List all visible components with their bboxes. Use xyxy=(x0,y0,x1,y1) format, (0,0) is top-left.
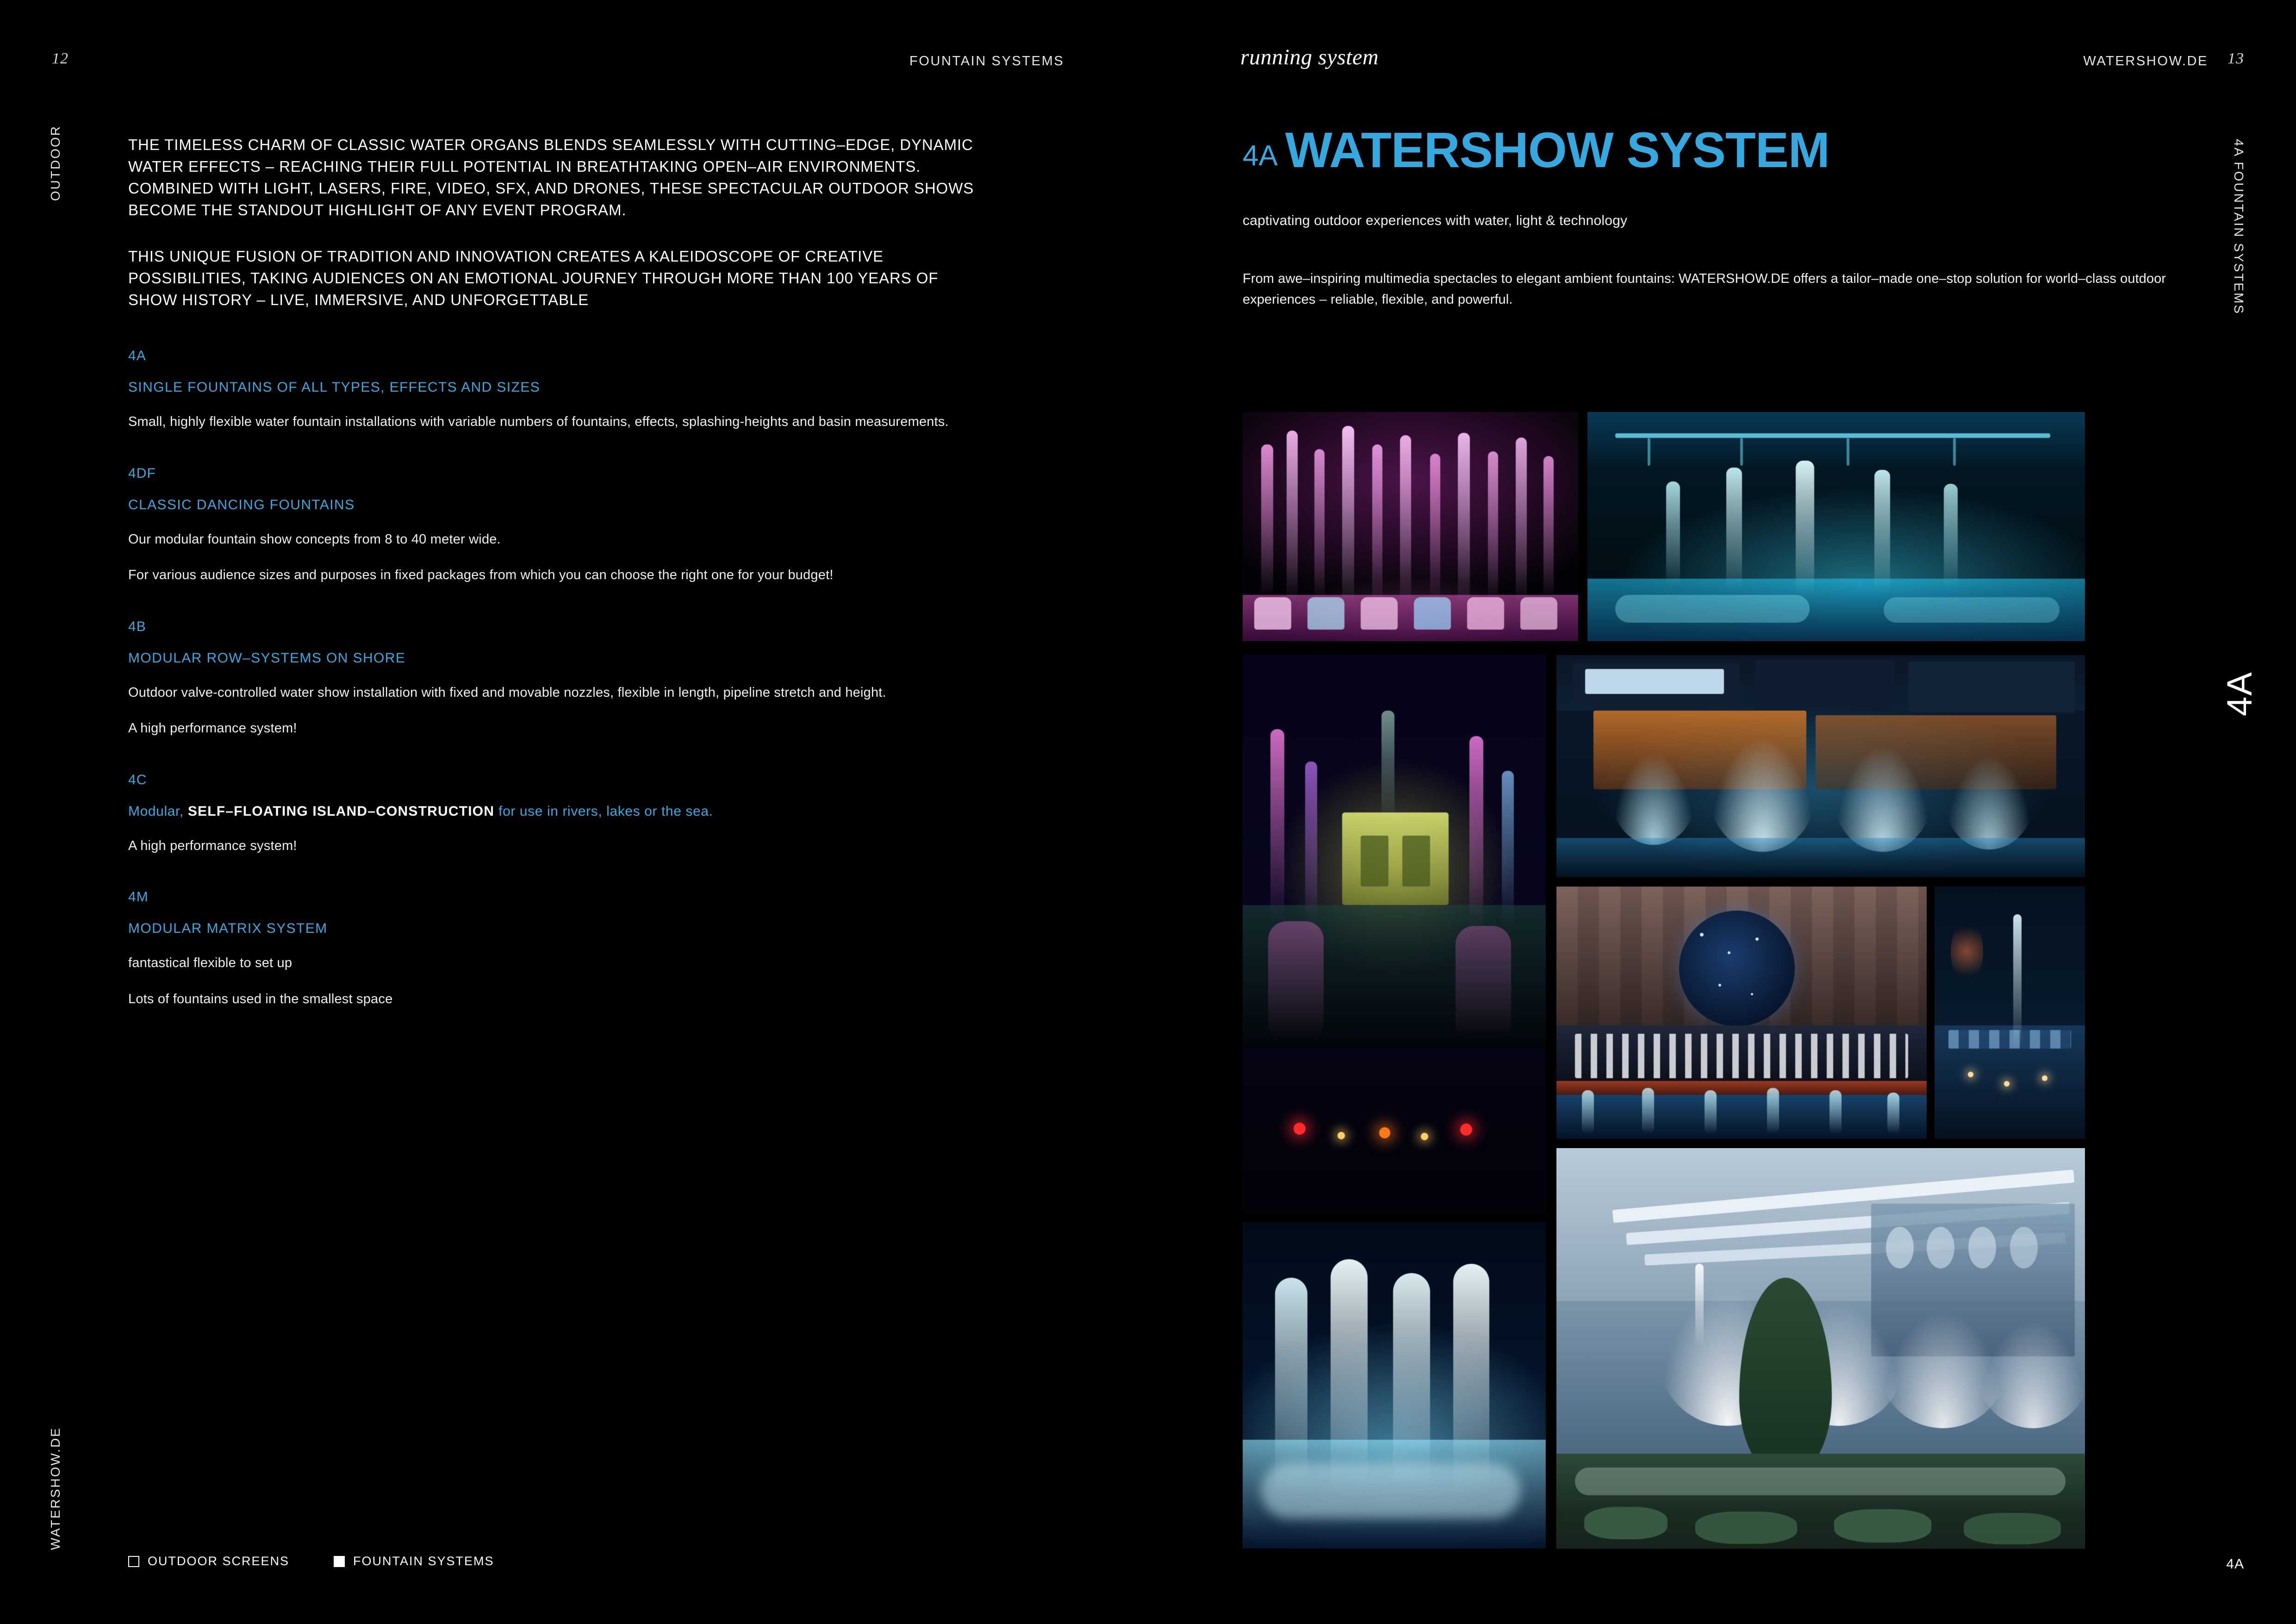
page-title: WATERSHOW SYSTEM xyxy=(1285,122,1829,178)
photo-garden-pavilion-jets xyxy=(1243,655,1546,1213)
section-code-4b: 4B xyxy=(128,618,146,634)
checkbox-outline-icon xyxy=(128,1556,139,1567)
section-heading-4a: SINGLE FOUNTAINS OF ALL TYPES, EFFECTS AND SIZES xyxy=(128,380,541,395)
running-head-left: FOUNTAIN SYSTEMS xyxy=(909,54,1064,69)
section-body-4df-1: Our modular fountain show concepts from 8 to 40 meter wide. xyxy=(128,531,501,547)
photo-gallery xyxy=(1243,412,2175,1549)
page-title-code: 4A xyxy=(1243,140,1278,172)
photo-blue-water-wall xyxy=(1243,1222,1546,1549)
photo-magenta-fountain-row xyxy=(1243,412,1578,641)
section-body-4c-1: A high performance system! xyxy=(128,838,297,853)
photo-castle-stage-choir xyxy=(1556,887,1927,1139)
side-label-outdoor: OUTDOOR xyxy=(48,125,62,201)
section-heading-4b: MODULAR ROW–SYSTEMS ON SHORE xyxy=(128,650,406,666)
footer-tabs xyxy=(128,1554,494,1568)
section-code-4m: 4M xyxy=(128,889,149,905)
section-body-4m-2: Lots of fountains used in the smallest space xyxy=(128,991,393,1006)
section-body-4df-2: For various audience sizes and purposes in fixed packages from which you can choose the right one for your budget! xyxy=(128,568,834,583)
section-code-4df: 4DF xyxy=(128,465,156,481)
section-heading-4m: MODULAR MATRIX SYSTEM xyxy=(128,921,328,937)
folio-left: 12 xyxy=(52,50,68,67)
section-heading-4c-bold: SELF–FLOATING ISLAND–CONSTRUCTION xyxy=(187,803,495,819)
tab-fountain-systems[interactable] xyxy=(334,1554,494,1568)
photo-plaza-arcade-fountains xyxy=(1556,1148,2085,1549)
side-label-fountain-systems: 4A FOUNTAIN SYSTEMS xyxy=(2232,139,2246,315)
photo-castle-tower-jet xyxy=(1935,887,2085,1139)
section-heading-4c xyxy=(128,804,989,819)
section-body-4b-1: Outdoor valve-controlled water show installation with fixed and movable nozzles, flexible in length, pipeline stretch and height. xyxy=(128,685,886,700)
tab-outdoor-screens[interactable] xyxy=(128,1554,289,1568)
running-head-center: running system xyxy=(1240,45,1379,69)
section-heading-4df: CLASSIC DANCING FOUNTAINS xyxy=(128,497,355,512)
section-code-4c: 4C xyxy=(128,772,147,787)
section-body-4b-2: A high performance system! xyxy=(128,721,297,736)
section-code-4a: 4A xyxy=(128,348,146,364)
photo-cyan-pool-show xyxy=(1587,412,2085,641)
page-tagline: captivating outdoor experiences with water, light & technology xyxy=(1243,213,1628,228)
section-heading-4c-post: for use in rivers, lakes or the sea. xyxy=(494,803,713,819)
page-title-row xyxy=(1243,122,2173,178)
section-body-4a-1: Small, highly flexible water fountain installations with variable numbers of fountains, effects, splashing-heights and basin measurements. xyxy=(128,414,949,430)
corner-label-4a: 4A xyxy=(2226,1556,2244,1572)
tab-fountain-systems-label: FOUNTAIN SYSTEMS xyxy=(353,1554,494,1568)
checkbox-filled-icon xyxy=(334,1556,345,1567)
side-label-watershow: WATERSHOW.DE xyxy=(48,1426,62,1550)
section-body-4m-1: fantastical flexible to set up xyxy=(128,956,292,971)
section-heading-4c-pre: Modular, xyxy=(128,803,188,819)
lead-paragraph-2: THIS UNIQUE FUSION OF TRADITION AND INNOVATION CREATES A KALEIDOSCOPE OF CREATIVE POSSIBILITIES, TAKING AUDIENCES ON AN EMOTIONAL JOURNEY THROUGH MORE THAN 100 YEARS OF SHOW HISTORY – LIVE, IMMERSIVE, AND UNFORGETTABLE xyxy=(128,248,939,309)
page-intro: From awe–inspiring multimedia spectacles to elegant ambient fountains: WATERSHOW.DE offers a tailor–made one–stop solution for world–class outdoor experiences – reliable, flexible, and powerful. xyxy=(1243,271,2166,307)
lead-paragraph-1: THE TIMELESS CHARM OF CLASSIC WATER ORGANS BLENDS SEAMLESSLY WITH CUTTING–EDGE, DYNAMIC WATER EFFECTS – REACHING THEIR FULL POTENTIAL IN BREATHTAKING OPEN–AIR ENVIRONMENTS. COMBINED WITH LIGHT, LASERS, FIRE, VIDEO, SFX, AND DRONES, THESE SPECTACULAR OUTDOOR SHOWS BECOME THE STANDOUT HIGHLIGHT OF ANY EVENT PROGRAM. xyxy=(128,136,974,219)
running-head-right: WATERSHOW.DE xyxy=(2083,54,2208,69)
left-text-column xyxy=(128,134,989,1025)
tab-outdoor-screens-label: OUTDOOR SCREENS xyxy=(148,1554,290,1568)
photo-grundig-street-fountain xyxy=(1556,655,2085,877)
folio-right: 13 xyxy=(2228,50,2244,67)
right-text-column xyxy=(1243,122,2173,310)
side-label-chapter-4a: 4A xyxy=(2220,671,2259,716)
